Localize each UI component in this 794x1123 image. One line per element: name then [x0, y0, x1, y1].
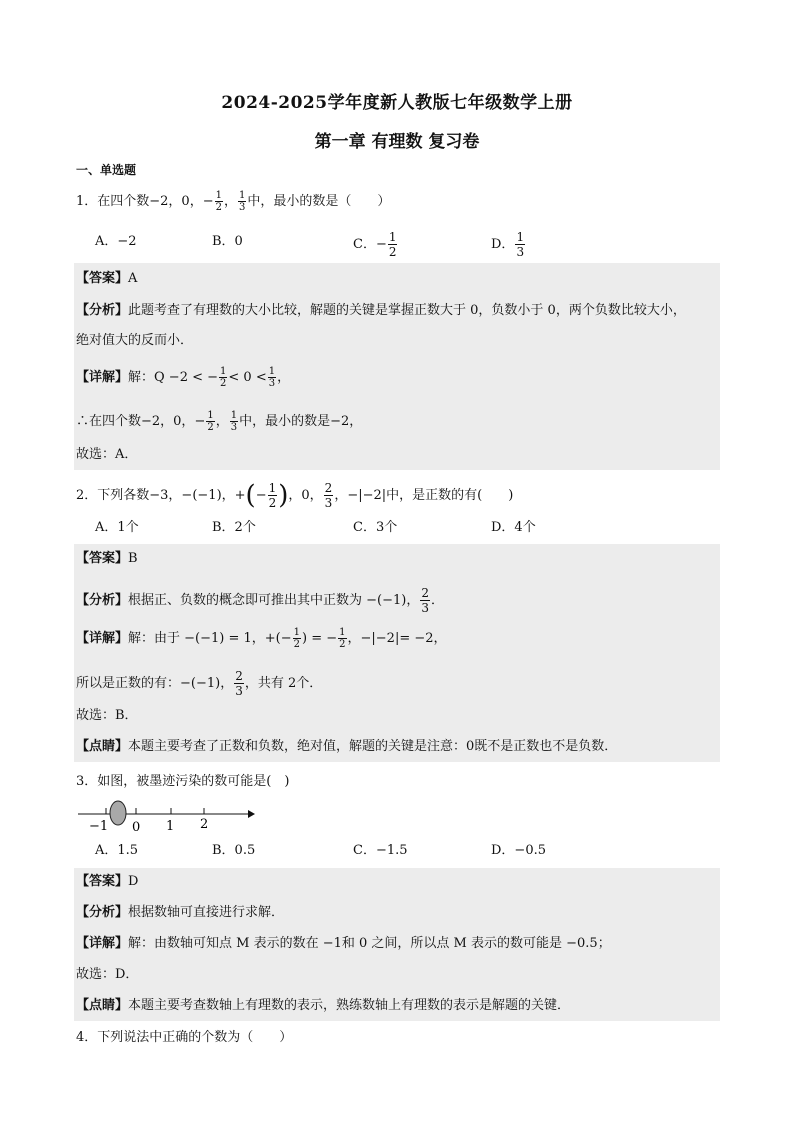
section-heading: 一、单选题 — [76, 163, 137, 177]
q3-option-a[interactable]: A．1.5 — [95, 843, 139, 858]
q2-option-a[interactable]: A．1个 — [95, 520, 139, 535]
q1-answer: 【答案】A — [76, 271, 138, 286]
number-line-figure — [76, 797, 256, 837]
q1-analysis: 【分析】此题考查了有理数的大小比较，解题的关键是掌握正数大于 0，负数小于 0，两个负数比较大小， — [76, 303, 686, 318]
question-2-stem: 2．下列各数−3，−(−1)，+(− $\frac{1}{2}$ )，0， $\frac{2}{3}$ ，−|−2|中，是正数的有( ) — [76, 480, 514, 511]
fraction: $\frac{1}{3}$ — [239, 190, 246, 213]
q2-option-c[interactable]: C．3个 — [353, 520, 398, 535]
q2-option-d[interactable]: D．4个 — [491, 520, 536, 535]
q3-detail: 【详解】解：由数轴可知点 M 表示的数在 −1和 0 之间，所以点 M 表示的数可能是 −0.5； — [76, 936, 611, 951]
q1-option-b[interactable]: B．0 — [212, 234, 243, 249]
q2-option-b[interactable]: B．2个 — [212, 520, 256, 535]
ink-blot — [110, 801, 126, 825]
q3-option-c[interactable]: C．−1.5 — [353, 843, 408, 858]
question-3-stem: 3．如图，被墨迹污染的数可能是( ) — [76, 774, 290, 789]
document-title: 2024-2025学年度新人教版七年级数学上册 — [221, 93, 573, 113]
q2-choice: 故选：B． — [76, 708, 138, 723]
axis-label-1: 1 — [166, 819, 175, 834]
q1-choice: 故选：A． — [76, 447, 138, 462]
q1-detail-conclusion: ∴在四个数−2，0，− $\frac{1}{2}$ ， $\frac{1}{3}$ 中，最小的数是−2， — [76, 410, 363, 433]
q3-analysis: 【分析】根据数轴可直接进行求解． — [76, 905, 285, 920]
q2-analysis: 【分析】根据正、负数的概念即可推出其中正数为 −(−1)， $\frac{2}{3}$ ． — [76, 586, 445, 615]
q3-comment: 【点睛】本题主要考查数轴上有理数的表示，熟练数轴上有理数的表示是解题的关键． — [76, 998, 571, 1013]
axis-label-0: 0 — [132, 820, 141, 835]
q1-option-a[interactable]: A．−2 — [95, 234, 137, 249]
fraction: $\frac{1}{2}$ — [215, 190, 222, 213]
q3-option-d[interactable]: D．−0.5 — [491, 843, 546, 858]
question-4-stem: 4．下列说法中正确的个数为（ ） — [76, 1030, 293, 1045]
q2-detail-conclusion: 所以是正数的有：−(−1)， $\frac{2}{3}$ ，共有 2个． — [76, 669, 323, 698]
q1-detail: 【详解】解：Q −2 < − $\frac{1}{2}$ < 0 < $\frac{1}{3}$ ， — [76, 366, 291, 389]
q2-answer: 【答案】B — [76, 551, 138, 566]
q1-analysis-cont: 绝对值大的反而小． — [76, 333, 194, 348]
q2-comment: 【点睛】本题主要考查了正数和负数，绝对值，解题的关键是注意：0既不是正数也不是负数． — [76, 739, 618, 754]
axis-label-2: 2 — [200, 817, 209, 832]
q2-solution-box — [74, 544, 720, 762]
axis-label-neg1: −1 — [89, 819, 109, 834]
q3-option-b[interactable]: B．0.5 — [212, 843, 256, 858]
q1-option-c[interactable]: C．− $\frac{1}{2}$ — [353, 230, 397, 259]
question-1-stem: 1．在四个数−2，0，− $\frac{1}{2}$ ， $\frac{1}{3}$ 中，最小的数是（ ） — [76, 190, 391, 213]
q3-answer: 【答案】D — [76, 874, 139, 889]
document-subtitle: 第一章 有理数 复习卷 — [314, 132, 480, 152]
q2-detail: 【详解】解：由于 −(−1) = 1，+(− $\frac{1}{2}$ ) = − $\frac{1}{2}$ ，−|−2|= −2， — [76, 627, 447, 650]
q1-option-d[interactable]: D． $\frac{1}{3}$ — [491, 230, 525, 259]
q3-choice: 故选：D． — [76, 967, 139, 982]
